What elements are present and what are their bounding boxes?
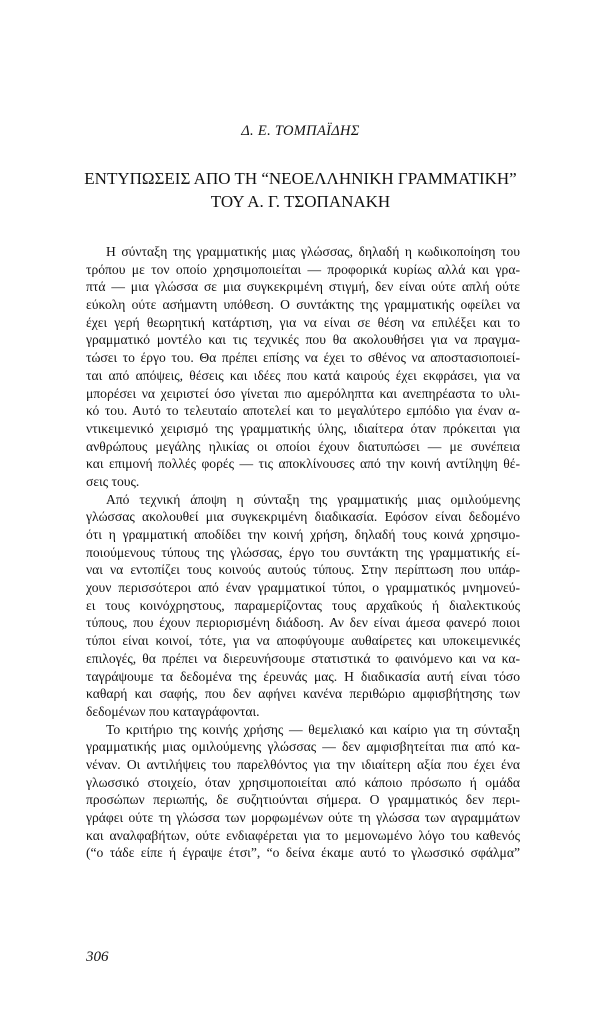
text-line: ει τους κοινόχρηστους, παραμερίζοντας τους αρχαΐκούς ή διαλεκτικούς (86, 597, 520, 613)
text-line: εύκολη ούτε ασήμαντη υπόθεση. Ο συντάκτης της γραμματικής οφείλει να (86, 297, 520, 313)
text-line: τύπους, που έχουν περιορισμένη διάδοση. Αν δεν είναι άμεσα φανερό ποιοι (86, 615, 520, 631)
text-line: πτά — μια γλώσσα σε μια συγκεκριμένη στιγμή, δεν είναι ούτε απλή ούτε (86, 279, 520, 295)
text-line: Το κριτήριο της κοινής χρήσης — θεμελιακό και καίριο για τη σύνταξη (106, 721, 520, 737)
text-line: τρόπου με τον οποίο χρησιμοποιείται — προφορικά κυρίως αλλά και γρα- (86, 261, 520, 277)
text-line: έχει γερή θεωρητική κατάρτιση, για να είναι σε θέση να επιλέξει και το (86, 314, 520, 330)
text-line: ναι να εντοπίζει τους κοινούς αυτούς τύπους. Στην περίπτωση που υπάρ- (86, 562, 520, 578)
text-line: και αναλφαβήτων, ούτε ενδιαφέρεται για το μεμονωμένο λόγο του καθενός (86, 827, 520, 843)
text-line: γλωσσικό στοιχείο, όταν χρησιμοποιείται από κάποιο πρόσωπο ή ομάδα (86, 774, 520, 790)
author-name: Δ. Ε. ΤΟΜΠΑΪΔΗΣ (241, 123, 360, 139)
text-line: δεδομένων που καταγράφονται. (86, 703, 260, 719)
text-line: γραμματικό μοντέλο και τις τεχνικές που θα ακολουθήσει για να πραγμα- (86, 332, 520, 348)
text-line: ταγράψουμε τα δεδομένα της έρευνάς μας. Η διαδικασία αυτή είναι τόσο (86, 668, 520, 684)
text-line: (“ο τάδε είπε ή έγραψε έτσι”, “ο δείνα έκαμε αυτό το γλωσσικό σφάλμα” (86, 845, 520, 861)
text-line: καθαρή και σαφής, που δεν αφήνει κανένα περιθώριο αμφισβήτησης των (86, 686, 520, 702)
text-line: τώσει το έργο του. Θα πρέπει επίσης να έχει το σθένος να αποστασιοποιεί- (86, 350, 520, 366)
paragraph-3 (86, 721, 520, 863)
paragraph-2 (86, 491, 520, 721)
text-line: γραμματικής μιας ομιλούμενης γλώσσας — δεν αμφισβητείται πια από κα- (86, 739, 520, 755)
text-line: τύποι είναι κοινοί, τότε, για να αποφύγουμε αυθαίρετες και υποκειμενικές (86, 633, 520, 649)
text-line: μπορέσει να χειριστεί όσο γίνεται πιο αμερόληπτα και ανεπηρέαστα το υλι- (86, 385, 520, 401)
article-title (0, 167, 601, 213)
text-line: σεις τους. (86, 473, 140, 489)
text-line: και επιμονή πολλές φορές — τις αποκλίνουσες από την κοινή αντίληψη θέ- (86, 456, 520, 472)
text-line: γλώσσας ακολουθεί μια συγκεκριμένη διαδικασία. Εφόσον είναι δεδομένο (86, 509, 520, 525)
body-text (86, 243, 520, 862)
text-line: ότι η γραμματική αποδίδει την κοινή χρήση, δηλαδή τους κοινά χρησιμο- (86, 527, 520, 542)
text-line: Η σύνταξη της γραμματικής μιας γλώσσας, δηλαδή η κωδικοποίηση του (106, 244, 520, 259)
title-line-1: ΕΝΤΥΠΩΣΕΙΣ ΑΠΟ ΤΗ “ΝΕΟΕΛΛΗΝΙΚΗ ΓΡΑΜΜΑΤΙΚΗ” (84, 169, 517, 188)
text-line: ντικειμενικό χειρισμό της γραμματικής ύλης, ιδιαίτερα όταν πρόκειται για (86, 420, 520, 436)
text-line: ται από απόψεις, θέσεις και ιδέες που κατά καιρούς έχει εκφράσει, για να (86, 367, 520, 383)
page-number: 306 (86, 949, 109, 965)
text-line: ποιούμενους τύπους της γλώσσας, έργο του συντάκτη της γραμματικής εί- (86, 544, 520, 560)
text-line: γράφει ούτε τη γλώσσα των μορφωμένων ούτε τη γλώσσα των αγραμμάτων (86, 810, 520, 825)
text-line: κό του. Αυτό το τελευταίο αποτελεί και το μεγαλύτερο εμπόδιο για έναν α- (86, 403, 520, 419)
title-line-2: ΤΟΥ Α. Γ. ΤΣΟΠΑΝΑΚΗ (210, 192, 391, 211)
paragraph-1 (86, 243, 520, 491)
text-line: προσώπων περιωπής, δε συζητιούνται σήμερα. Ο γραμματικός δεν περι- (86, 792, 520, 808)
text-line: επιλογές, θα πρέπει να διερευνήσουμε στατιστικά το φαινόμενο και να κα- (86, 650, 520, 666)
text-line: χουν περισσότεροι από έναν γραμματικοί τύποι, ο γραμματικός μνημονεύ- (86, 580, 520, 596)
text-line: νέναν. Οι αντιλήψεις του παρελθόντος για την ιδιαίτερη αξία που έχει ένα (86, 756, 520, 772)
text-line: Από τεχνική άποψη η σύνταξη της γραμματικής μιας ομιλούμενης (106, 491, 520, 507)
text-line: ανθρώπους μεγάλης ηλικίας οι οποίοι έχουν διατυπώσει — με συνέπεια (86, 438, 520, 454)
